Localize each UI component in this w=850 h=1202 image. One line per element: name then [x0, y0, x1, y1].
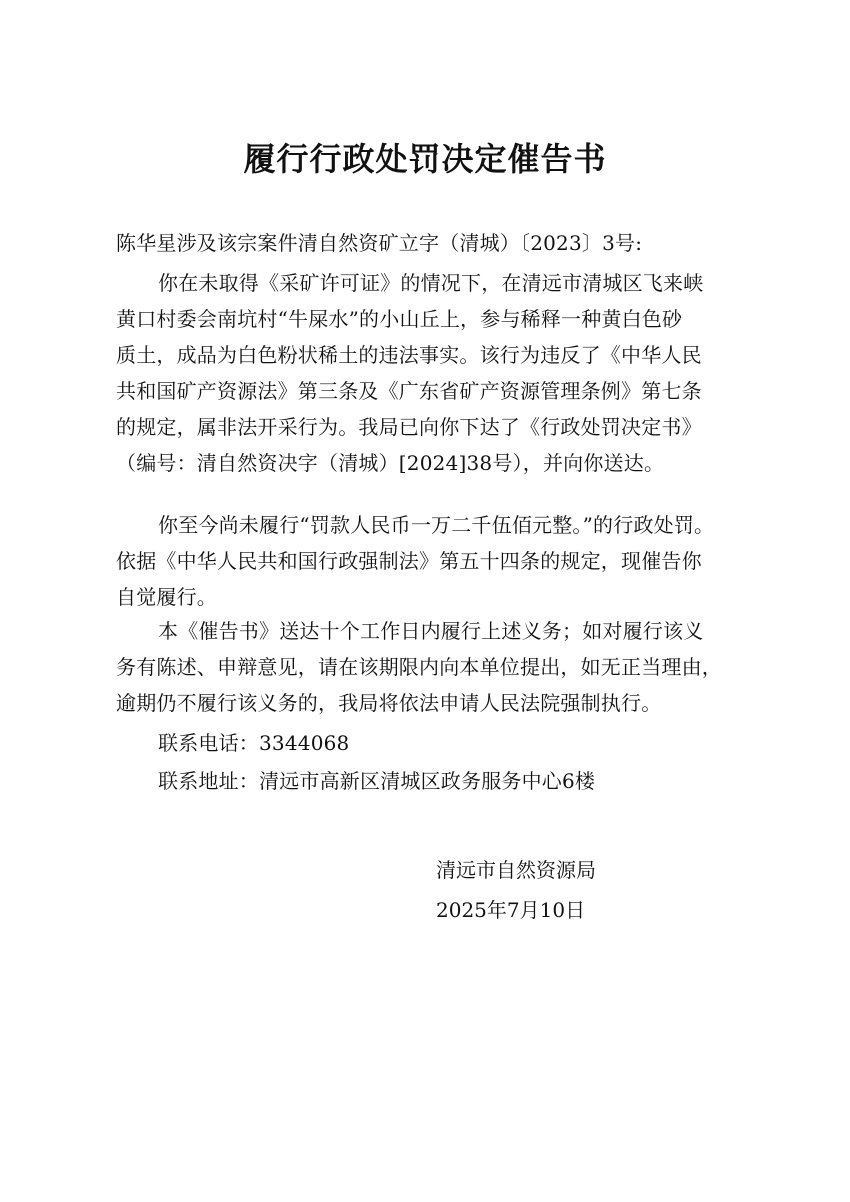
- paragraph3-line-3: 逾期仍不履行该义务的，我局将依法申请人民法院强制执行。: [116, 691, 662, 715]
- paragraph2-line-1: 你至今尚未履行“罚款人民币一万二千伍佰元整。”的行政处罚。: [158, 513, 715, 537]
- document-title: 履行行政处罚决定催告书: [243, 140, 607, 178]
- issue-date: 2025年7月10日: [436, 898, 586, 922]
- paragraph1-line-6: （编号：清自然资决字（清城）[2024]38号），并向你送达。: [116, 451, 665, 475]
- paragraph1-line-2: 黄口村委会南坑村“牛屎水”的小山丘上，参与稀释一种黄白色砂: [116, 307, 683, 331]
- paragraph3-line-1: 本《催告书》送达十个工作日内履行上述义务；如对履行该义: [158, 619, 704, 643]
- paragraph3-line-2: 务有陈述、申辩意见，请在该期限内向本单位提出，如无正当理由，: [116, 655, 722, 679]
- contact-address: 联系地址：清远市高新区清城区政务服务中心6楼: [158, 769, 596, 793]
- paragraph2-line-3: 自觉履行。: [116, 585, 217, 609]
- addressee-line: 陈华星涉及该宗案件清自然资矿立字（清城）〔2023〕3号:: [116, 231, 643, 255]
- paragraph1-line-4: 共和国矿产资源法》第三条及《广东省矿产资源管理条例》第七条: [116, 379, 702, 403]
- paragraph1-line-5: 的规定，属非法开采行为。我局已向你下达了《行政处罚决定书》: [116, 415, 702, 439]
- paragraph2-line-2: 依据《中华人民共和国行政强制法》第五十四条的规定，现催告你: [116, 549, 702, 573]
- contact-phone: 联系电话：3344068: [158, 731, 350, 755]
- issuer-name: 清远市自然资源局: [436, 858, 596, 882]
- paragraph1-line-3: 质土，成品为白色粉状稀土的违法事实。该行为违反了《中华人民: [116, 343, 702, 367]
- paragraph1-line-1: 你在未取得《采矿许可证》的情况下，在清远市清城区飞来峡: [158, 271, 704, 295]
